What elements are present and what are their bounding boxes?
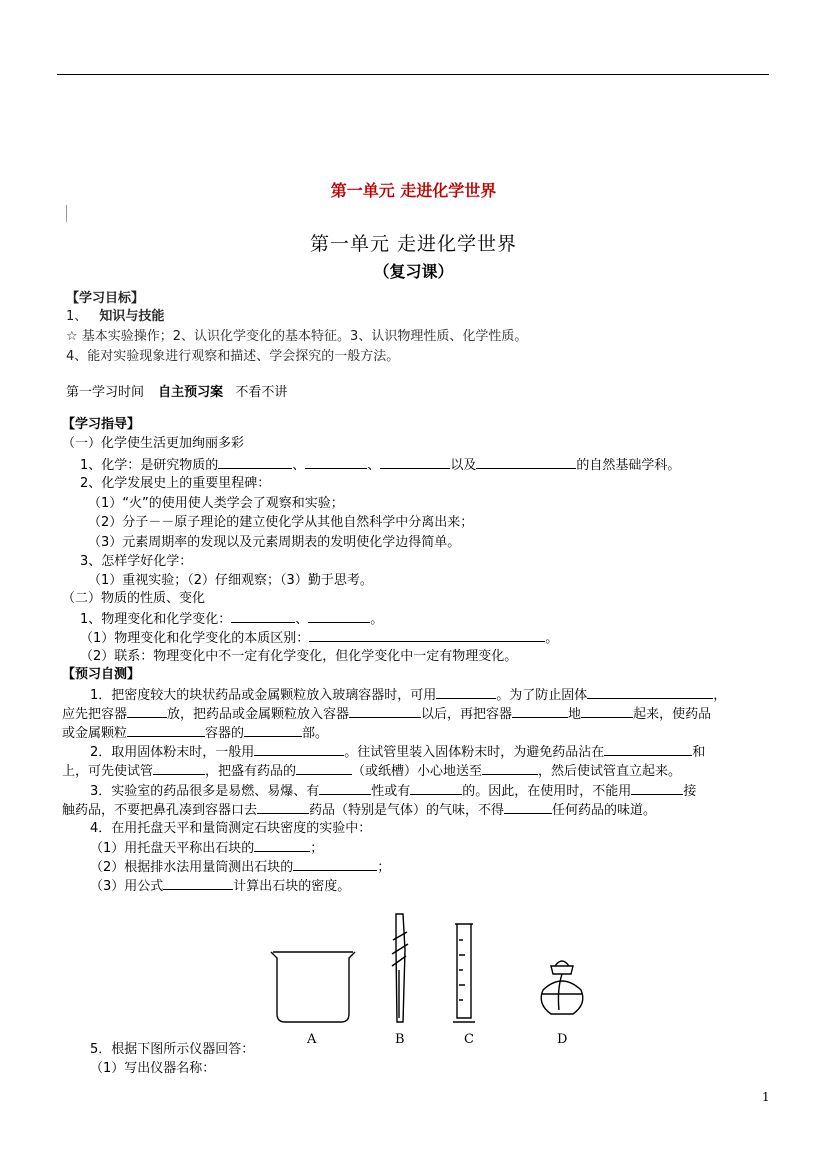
test-text: 药品（特别是气体）的气味，不得 <box>309 803 505 818</box>
fill-blank[interactable] <box>127 704 167 718</box>
guide-section1: （一）化学使生活更加绚丽多彩 <box>62 436 245 451</box>
test-text: （2）根据排水法用量筒测出石块的 <box>90 860 294 875</box>
graduated-cylinder-icon <box>453 924 475 1022</box>
goals-item1 <box>66 305 164 324</box>
guide-q2-1: （1）“火”的使用使人类学会了观察和实验； <box>88 496 344 511</box>
test-text: ； <box>377 860 391 875</box>
scanned-title: 第一单元 走进化学世界 <box>309 233 518 255</box>
guide-q4-sep: 、 <box>295 612 309 627</box>
unit-title: 第一单元 走进化学世界 <box>330 181 497 200</box>
beaker-icon <box>271 952 355 1022</box>
fill-blank[interactable] <box>504 800 552 814</box>
fill-blank[interactable] <box>254 838 310 852</box>
figure-label-d: D <box>557 1032 568 1047</box>
test-p5-1: （1）写出仪器名称： <box>90 1061 216 1076</box>
guide-q1-text: 以及 <box>450 458 477 473</box>
guide-q2: 2、化学发展史上的重要里程碑： <box>80 476 271 491</box>
fill-blank[interactable] <box>127 723 205 737</box>
test-text: 部。 <box>302 726 329 741</box>
test-text: （或纸槽）小心地送至 <box>352 764 483 779</box>
page-number: 1 <box>762 1090 770 1104</box>
fill-blank[interactable] <box>231 609 295 623</box>
test-p3-line2 <box>62 800 656 820</box>
guide-q1-sep: 、 <box>367 458 381 473</box>
goals-heading: 【学习目标】 <box>66 291 145 306</box>
fill-blank[interactable] <box>254 742 344 756</box>
guide-q5 <box>80 628 558 648</box>
fill-blank[interactable] <box>476 455 576 469</box>
guide-q5-text: （1）物理变化和化学变化的本质区别： <box>80 631 310 646</box>
test-text: 任何药品的味道。 <box>552 803 657 818</box>
fill-blank[interactable] <box>257 800 309 814</box>
fill-blank[interactable] <box>309 628 545 642</box>
header-rule <box>57 74 769 75</box>
fill-blank[interactable] <box>512 704 568 718</box>
fill-blank[interactable] <box>587 685 713 699</box>
test-text: 3．实验室的药品很多是易燃、易爆、有 <box>90 784 320 799</box>
text-cursor-mark <box>66 205 67 222</box>
test-text: 的。因此，在使用时，不能用 <box>462 784 632 799</box>
session-note: 不看不讲 <box>235 385 288 400</box>
guide-q2-2: （2）分子－－原子理论的建立使化学从其他自然科学中分离出来； <box>88 515 474 530</box>
fill-blank[interactable] <box>244 723 302 737</box>
fill-blank[interactable] <box>436 685 496 699</box>
fill-blank[interactable] <box>293 857 377 871</box>
fill-blank[interactable] <box>308 609 370 623</box>
test-text: ， <box>713 688 727 703</box>
star-icon: ☆ <box>66 329 78 344</box>
goals-line2: 4、能对实验现象进行观察和描述、学会探究的一般方法。 <box>66 349 400 364</box>
fill-blank[interactable] <box>319 781 371 795</box>
test-p1-line3 <box>62 723 328 743</box>
figure-label-a: A <box>307 1032 317 1047</box>
test-text: 容器的 <box>205 726 245 741</box>
guide-q4 <box>80 609 383 629</box>
guide-q4-text: 1、物理变化和化学变化： <box>80 612 232 627</box>
goals-item1-text: 知识与技能 <box>99 309 165 324</box>
fill-blank[interactable] <box>581 704 633 718</box>
test-text: 以后，再把容器 <box>421 707 513 722</box>
test-text: 性或有 <box>371 784 411 799</box>
goals-line1 <box>66 325 527 344</box>
test-text: 1．把密度较大的块状药品或金属颗粒放入玻璃容器时，可用 <box>90 688 437 703</box>
fill-blank[interactable] <box>380 455 450 469</box>
test-text: 放，把药品或金属颗粒放入容器 <box>167 707 350 722</box>
goals-line1-text: 基本实验操作；2、认识化学变化的基本特征。3、认识物理性质、化学性质。 <box>77 329 528 344</box>
test-text: （3）用公式 <box>90 879 164 894</box>
test-text: 接 <box>683 784 697 799</box>
fill-blank[interactable] <box>305 455 367 469</box>
guide-q6: （2）联系：物理变化中不一定有化学变化，但化学变化中一定有物理变化。 <box>80 649 518 664</box>
fill-blank[interactable] <box>631 781 683 795</box>
guide-section2: （二）物质的性质、变化 <box>62 591 206 606</box>
guide-q1 <box>80 455 680 475</box>
instrument-drawing <box>265 910 595 1050</box>
test-text: ，然后使试管直立起来。 <box>538 764 682 779</box>
test-p1-line1 <box>90 685 726 705</box>
guide-q1-text: 的自然基础学科。 <box>576 458 681 473</box>
test-p5: 5．根据下图所示仪器回答： <box>90 1042 255 1057</box>
goals-item1-num: 1、 <box>66 309 88 324</box>
guide-q5-end: 。 <box>545 631 559 646</box>
test-text: 和 <box>692 745 706 760</box>
test-p4-1 <box>90 838 323 858</box>
test-text: 。往试管里装入固体粉末时，为避免药品沾在 <box>344 745 605 760</box>
guide-q1-sep: 、 <box>292 458 306 473</box>
test-text: 。为了防止固体 <box>496 688 588 703</box>
test-text: 或金属颗粒 <box>62 726 128 741</box>
test-text: ； <box>310 841 324 856</box>
guide-heading: 【学习指导】 <box>62 417 141 432</box>
fill-blank[interactable] <box>153 761 205 775</box>
fill-blank[interactable] <box>482 761 538 775</box>
scanned-subtitle: （复习课） <box>373 262 454 281</box>
instrument-figure <box>265 910 595 1050</box>
test-heading: 【预习自测】 <box>62 667 141 682</box>
guide-q3: 3、怎样学好化学： <box>80 554 193 569</box>
test-text: 触药品，不要把鼻孔凑到容器口去 <box>62 803 258 818</box>
test-p1-line2 <box>62 704 711 724</box>
test-p4-2 <box>90 857 390 877</box>
guide-q3-1: （1）重视实验；（2）仔细观察；（3）勤于思考。 <box>88 573 373 588</box>
test-text: 起来，使药品 <box>633 707 712 722</box>
test-p4: 4．在用托盘天平和量筒测定石块密度的实验中： <box>90 821 372 836</box>
test-p2-line1 <box>90 742 705 762</box>
test-p3-line1 <box>90 781 696 801</box>
test-tube-holder-icon <box>392 914 408 1022</box>
test-text: 应先把容器 <box>62 707 128 722</box>
session-line <box>66 383 287 402</box>
test-p2-line2 <box>62 761 681 781</box>
test-p4-3 <box>90 876 350 896</box>
fill-blank[interactable] <box>218 455 292 469</box>
test-text: 2．取用固体粉末时，一般用 <box>90 745 255 760</box>
guide-q2-3: （3）元素周期率的发现以及元素周期表的发明使化学边得简单。 <box>88 535 461 550</box>
figure-label-c: C <box>464 1032 474 1047</box>
guide-q4-end: 。 <box>370 612 384 627</box>
test-text: （1）用托盘天平称出石块的 <box>90 841 255 856</box>
fill-blank[interactable] <box>296 761 352 775</box>
test-text: 地 <box>568 707 582 722</box>
test-text: 上，可先使试管 <box>62 764 154 779</box>
guide-q1-text: 1、化学：是研究物质的 <box>80 458 219 473</box>
fill-blank[interactable] <box>349 704 421 718</box>
fill-blank[interactable] <box>410 781 462 795</box>
figure-label-b: B <box>395 1032 405 1047</box>
session-plan: 自主预习案 <box>158 385 224 400</box>
test-text: 计算出石块的密度。 <box>233 879 351 894</box>
fill-blank[interactable] <box>604 742 692 756</box>
session-prefix: 第一学习时间 <box>66 385 145 400</box>
fill-blank[interactable] <box>163 876 233 890</box>
alcohol-lamp-icon <box>541 961 583 1014</box>
test-text: ，把盛有药品的 <box>205 764 297 779</box>
